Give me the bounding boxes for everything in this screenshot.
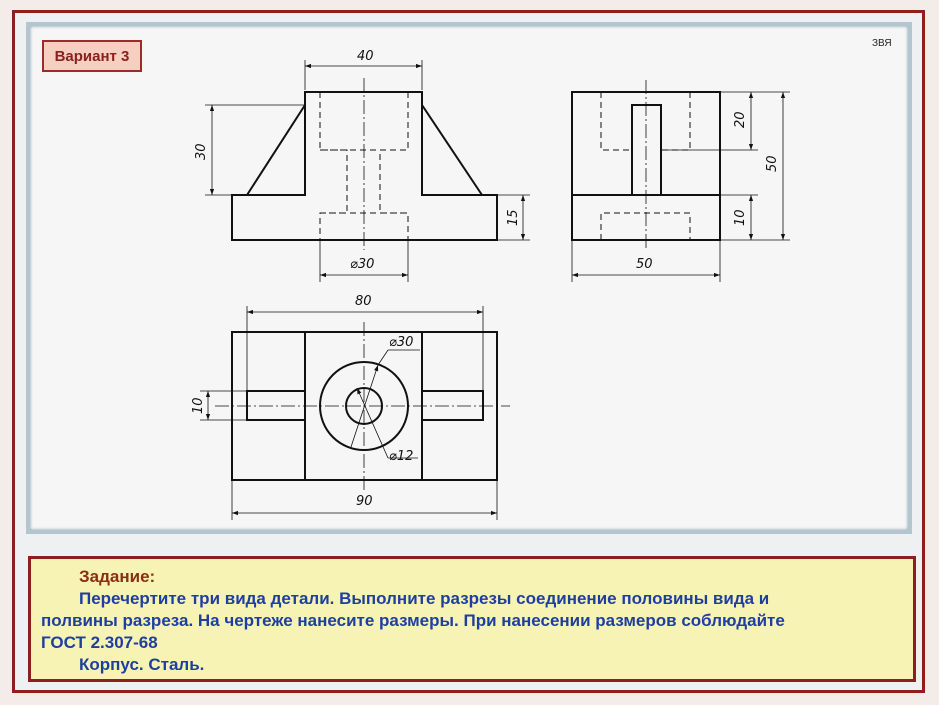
dim-top-slot: 10 [191,397,206,414]
task-subject: Корпус. Сталь. [79,655,205,674]
dim-top-total: 90 [356,494,373,509]
front-view [205,60,530,282]
top-view [200,306,510,520]
author-mark: ЗВЯ [872,38,892,49]
side-view [572,80,790,282]
dim-front-width-top: 40 [357,49,374,64]
dim-front-bore: ⌀30 [350,257,375,272]
variant-badge: Вариант 3 [42,40,142,72]
dim-side-upper: 20 [733,111,748,128]
task-text [41,588,893,654]
dim-side-total: 50 [765,155,780,172]
dim-side-width: 50 [636,257,653,272]
task-line-2: полвины разреза. На чертеже нанесите размеры. При нанесении размеров соблюдайте [41,611,785,630]
task-heading: Задание: [79,567,156,586]
dim-front-base-height: 15 [506,209,521,226]
task-panel [28,556,916,682]
task-line-3: ГОСТ 2.307-68 [41,633,158,652]
dim-top-inner: 80 [355,294,372,309]
dim-top-inner-circle: ⌀12 [389,449,414,464]
dim-top-outer-circle: ⌀30 [389,335,414,350]
task-line-1: Перечертите три вида детали. Выполните разрезы соединение половины вида и [79,589,770,608]
dim-side-lower: 10 [733,209,748,226]
dim-front-height: 30 [194,143,209,160]
